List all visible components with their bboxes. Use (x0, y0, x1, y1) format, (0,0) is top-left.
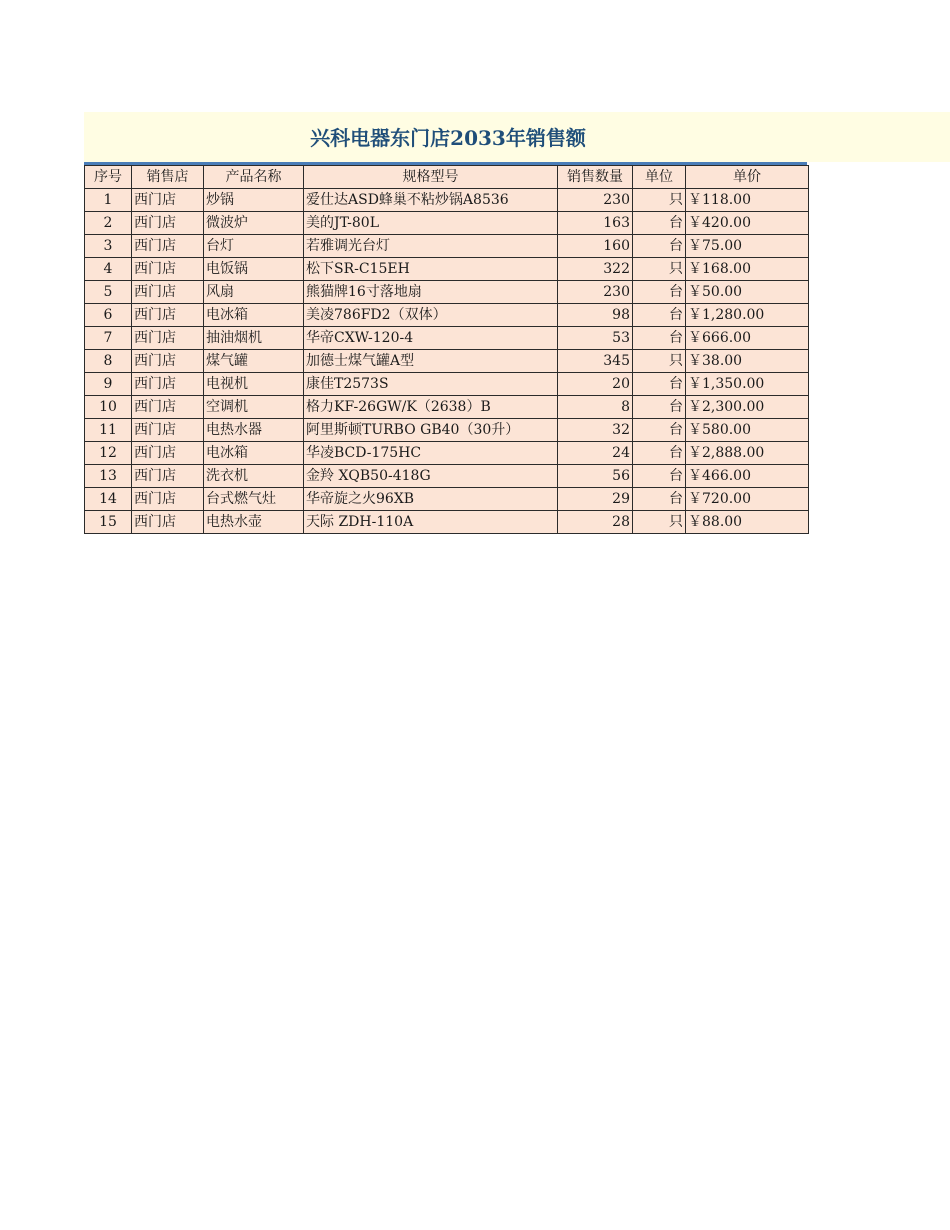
cell-store[interactable]: 西门店 (132, 350, 204, 373)
table-row (85, 212, 809, 235)
cell-quantity[interactable]: 20 (558, 373, 633, 396)
col-header-index[interactable]: 序号 (85, 166, 132, 189)
cell-product[interactable]: 台式燃气灶 (204, 488, 304, 511)
cell-index[interactable]: 7 (85, 327, 132, 350)
cell-quantity[interactable]: 230 (558, 281, 633, 304)
cell-model[interactable]: 美的JT-80L (304, 212, 558, 235)
cell-index[interactable]: 9 (85, 373, 132, 396)
col-header-product[interactable]: 产品名称 (204, 166, 304, 189)
cell-product[interactable]: 煤气罐 (204, 350, 304, 373)
sheet-title: 兴科电器东门店2033年销售额 (310, 126, 586, 150)
cell-price[interactable]: ￥38.00 (686, 350, 809, 373)
cell-index[interactable]: 5 (85, 281, 132, 304)
cell-unit[interactable]: 台 (633, 396, 686, 419)
cell-product[interactable]: 洗衣机 (204, 465, 304, 488)
cell-unit[interactable]: 只 (633, 350, 686, 373)
cell-model[interactable]: 加德士煤气罐A型 (304, 350, 558, 373)
cell-store[interactable]: 西门店 (132, 442, 204, 465)
table-row (85, 258, 809, 281)
cell-quantity[interactable]: 322 (558, 258, 633, 281)
cell-index[interactable]: 14 (85, 488, 132, 511)
cell-store[interactable]: 西门店 (132, 235, 204, 258)
cell-model[interactable]: 华帝旋之火96XB (304, 488, 558, 511)
col-header-price[interactable]: 单价 (686, 166, 809, 189)
cell-index[interactable]: 11 (85, 419, 132, 442)
cell-index[interactable]: 4 (85, 258, 132, 281)
cell-store[interactable]: 西门店 (132, 189, 204, 212)
cell-quantity[interactable]: 230 (558, 189, 633, 212)
cell-store[interactable]: 西门店 (132, 396, 204, 419)
table-row (85, 189, 809, 212)
cell-unit[interactable]: 台 (633, 488, 686, 511)
cell-quantity[interactable]: 160 (558, 235, 633, 258)
title-band (84, 112, 950, 162)
cell-price[interactable]: ￥75.00 (686, 235, 809, 258)
cell-price[interactable]: ￥666.00 (686, 327, 809, 350)
cell-unit[interactable]: 台 (633, 327, 686, 350)
cell-product[interactable]: 风扇 (204, 281, 304, 304)
table-row (85, 327, 809, 350)
cell-product[interactable]: 电热水器 (204, 419, 304, 442)
cell-model[interactable]: 华帝CXW-120-4 (304, 327, 558, 350)
cell-unit[interactable]: 只 (633, 258, 686, 281)
cell-unit[interactable]: 台 (633, 281, 686, 304)
cell-product[interactable]: 电冰箱 (204, 442, 304, 465)
cell-unit[interactable]: 只 (633, 511, 686, 534)
table-row (85, 465, 809, 488)
table-row (85, 419, 809, 442)
cell-store[interactable]: 西门店 (132, 373, 204, 396)
cell-product[interactable]: 电冰箱 (204, 304, 304, 327)
col-header-model[interactable]: 规格型号 (304, 166, 558, 189)
cell-model[interactable]: 格力KF-26GW/K（2638）B (304, 396, 558, 419)
cell-index[interactable]: 6 (85, 304, 132, 327)
table-row (85, 350, 809, 373)
table-row (85, 373, 809, 396)
cell-price[interactable]: ￥50.00 (686, 281, 809, 304)
table-row (85, 442, 809, 465)
cell-product[interactable]: 电热水壶 (204, 511, 304, 534)
sales-table (84, 165, 809, 534)
cell-unit[interactable]: 只 (633, 189, 686, 212)
cell-index[interactable]: 1 (85, 189, 132, 212)
table-body (85, 189, 809, 534)
cell-price[interactable]: ￥2,300.00 (686, 396, 809, 419)
cell-store[interactable]: 西门店 (132, 327, 204, 350)
cell-product[interactable]: 抽油烟机 (204, 327, 304, 350)
table-row (85, 235, 809, 258)
cell-unit[interactable]: 台 (633, 235, 686, 258)
cell-price[interactable]: ￥1,280.00 (686, 304, 809, 327)
cell-model[interactable]: 华凌BCD-175HC (304, 442, 558, 465)
cell-quantity[interactable]: 163 (558, 212, 633, 235)
cell-model[interactable]: 爱仕达ASD蜂巢不粘炒锅A8536 (304, 189, 558, 212)
cell-store[interactable]: 西门店 (132, 419, 204, 442)
cell-model[interactable]: 若雅调光台灯 (304, 235, 558, 258)
cell-quantity[interactable]: 8 (558, 396, 633, 419)
cell-model[interactable]: 熊猫牌16寸落地扇 (304, 281, 558, 304)
cell-price[interactable]: ￥168.00 (686, 258, 809, 281)
table-row (85, 488, 809, 511)
cell-price[interactable]: ￥420.00 (686, 212, 809, 235)
cell-quantity[interactable]: 345 (558, 350, 633, 373)
cell-price[interactable]: ￥466.00 (686, 465, 809, 488)
cell-index[interactable]: 10 (85, 396, 132, 419)
cell-price[interactable]: ￥118.00 (686, 189, 809, 212)
cell-unit[interactable]: 台 (633, 304, 686, 327)
cell-unit[interactable]: 台 (633, 212, 686, 235)
cell-product[interactable]: 炒锅 (204, 189, 304, 212)
table-row (85, 396, 809, 419)
cell-store[interactable]: 西门店 (132, 511, 204, 534)
cell-product[interactable]: 空调机 (204, 396, 304, 419)
cell-index[interactable]: 2 (85, 212, 132, 235)
table-row (85, 281, 809, 304)
table-row (85, 511, 809, 534)
cell-index[interactable]: 15 (85, 511, 132, 534)
cell-price[interactable]: ￥580.00 (686, 419, 809, 442)
cell-store[interactable]: 西门店 (132, 212, 204, 235)
col-header-store[interactable]: 销售店 (132, 166, 204, 189)
cell-price[interactable]: ￥88.00 (686, 511, 809, 534)
cell-quantity[interactable]: 32 (558, 419, 633, 442)
table-row (85, 304, 809, 327)
cell-model[interactable]: 天际 ZDH-110A (304, 511, 558, 534)
cell-model[interactable]: 阿里斯顿TURBO GB40（30升） (304, 419, 558, 442)
cell-store[interactable]: 西门店 (132, 304, 204, 327)
cell-quantity[interactable]: 24 (558, 442, 633, 465)
cell-product[interactable]: 台灯 (204, 235, 304, 258)
cell-quantity[interactable]: 98 (558, 304, 633, 327)
cell-model[interactable]: 金羚 XQB50-418G (304, 465, 558, 488)
cell-product[interactable]: 微波炉 (204, 212, 304, 235)
cell-price[interactable]: ￥2,888.00 (686, 442, 809, 465)
cell-quantity[interactable]: 29 (558, 488, 633, 511)
header-row (85, 166, 809, 189)
cell-store[interactable]: 西门店 (132, 258, 204, 281)
cell-model[interactable]: 美凌786FD2（双体） (304, 304, 558, 327)
cell-model[interactable]: 松下SR-C15EH (304, 258, 558, 281)
col-header-quantity[interactable]: 销售数量 (558, 166, 633, 189)
cell-price[interactable]: ￥1,350.00 (686, 373, 809, 396)
cell-unit[interactable]: 台 (633, 373, 686, 396)
cell-quantity[interactable]: 53 (558, 327, 633, 350)
cell-quantity[interactable]: 28 (558, 511, 633, 534)
cell-quantity[interactable]: 56 (558, 465, 633, 488)
cell-product[interactable]: 电饭锅 (204, 258, 304, 281)
cell-index[interactable]: 8 (85, 350, 132, 373)
cell-index[interactable]: 3 (85, 235, 132, 258)
cell-model[interactable]: 康佳T2573S (304, 373, 558, 396)
cell-store[interactable]: 西门店 (132, 465, 204, 488)
cell-index[interactable]: 13 (85, 465, 132, 488)
cell-price[interactable]: ￥720.00 (686, 488, 809, 511)
cell-store[interactable]: 西门店 (132, 281, 204, 304)
cell-unit[interactable]: 台 (633, 442, 686, 465)
cell-product[interactable]: 电视机 (204, 373, 304, 396)
cell-index[interactable]: 12 (85, 442, 132, 465)
cell-unit[interactable]: 台 (633, 419, 686, 442)
col-header-unit[interactable]: 单位 (633, 166, 686, 189)
cell-store[interactable]: 西门店 (132, 488, 204, 511)
cell-unit[interactable]: 台 (633, 465, 686, 488)
